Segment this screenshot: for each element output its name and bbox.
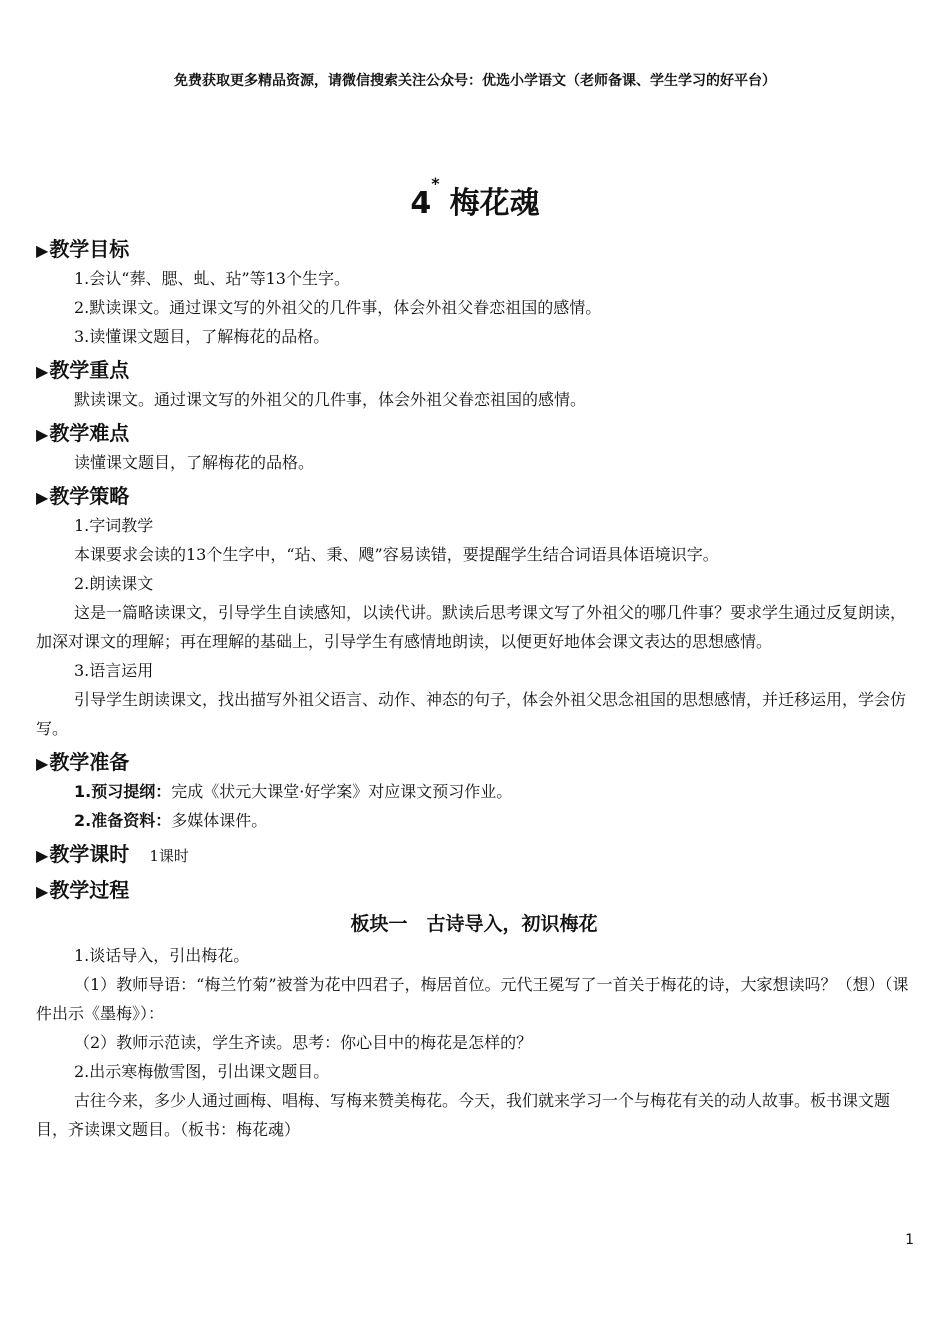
triangle-icon: ▶ [36, 882, 49, 901]
strategy-item: 这是一篇略读课文，引导学生自读感知，以读代讲。默读后思考课文写了外祖父的哪几件事？要求学生通过反复朗读，加深对课文的理解；再在理解的基础上，引导学生有感情地朗读，以便更好地体会课文表达的思想感情。 [36, 603, 907, 651]
heading-strategy: ▶教学策略 [36, 484, 130, 508]
block-title: 板块一 古诗导入，初识梅花 [350, 913, 598, 935]
process-item: （2）教师示范读，学生齐读。思考：你心目中的梅花是怎样的？ [74, 1033, 533, 1052]
strategy-item: 1.字词教学 [74, 516, 154, 535]
page-number: 1 [905, 1232, 914, 1248]
process-item: （1）教师导语：“梅兰竹菊”被誉为花中四君子，梅居首位。元代王冕写了一首关于梅花的诗，大家想读吗？（想）（课件出示《墨梅》）： [36, 975, 909, 1023]
heading-prep: ▶教学准备 [36, 750, 130, 774]
process-item: 古往今来，多少人通过画梅、唱梅、写梅来赞美梅花。今天，我们就来学习一个与梅花有关的动人故事。板书课文题目，齐读课文题目。（板书：梅花魂） [36, 1091, 891, 1139]
promo-banner: 免费获取更多精品资源，请微信搜索关注公众号：优选小学语文（老师备课、学生学习的好平台） [174, 73, 776, 89]
goal-item: 1.会认“葬、腮、虬、玷”等13个生字。 [74, 269, 350, 288]
triangle-icon: ▶ [36, 241, 49, 260]
difficulty-text: 读懂课文题目，了解梅花的品格。 [74, 453, 315, 472]
triangle-icon: ▶ [36, 754, 49, 773]
key-text: 默读课文。通过课文写的外祖父的几件事，体会外祖父眷恋祖国的感情。 [74, 390, 587, 409]
title-text: 梅花魂 [449, 186, 540, 221]
prep-item: 2.准备资料：多媒体课件。 [74, 811, 268, 830]
heading-key: ▶教学重点 [36, 358, 130, 382]
triangle-icon: ▶ [36, 846, 49, 865]
heading-process: ▶教学过程 [36, 878, 130, 902]
lesson-content [36, 230, 912, 1144]
heading-hours: ▶教学课时 1课时 [36, 842, 189, 866]
triangle-icon: ▶ [36, 425, 49, 444]
strategy-item: 2.朗读课文 [74, 574, 154, 593]
goal-item: 3.读懂课文题目，了解梅花的品格。 [74, 327, 330, 346]
goal-item: 2.默读课文。通过课文写的外祖父的几件事，体会外祖父眷恋祖国的感情。 [74, 298, 602, 317]
strategy-item: 3.语言运用 [74, 661, 154, 680]
heading-goals: ▶教学目标 [36, 237, 130, 261]
triangle-icon: ▶ [36, 362, 49, 381]
strategy-item: 引导学生朗读课文，找出描写外祖父语言、动作、神态的句子，体会外祖父思念祖国的思想感情，并迁移运用，学会仿写。 [36, 690, 907, 738]
process-item: 2.出示寒梅傲雪图，引出课文题目。 [74, 1062, 330, 1081]
strategy-item: 本课要求会读的13个生字中，“玷、秉、飕”容易读错，要提醒学生结合词语具体语境识字。 [74, 545, 719, 564]
triangle-icon: ▶ [36, 488, 49, 507]
heading-difficulty: ▶教学难点 [36, 421, 130, 445]
title-number: 4 [410, 186, 432, 221]
lesson-title [0, 174, 950, 222]
hours-value: 1课时 [149, 847, 189, 865]
process-item: 1.谈话导入，引出梅花。 [74, 946, 250, 965]
title-star: * [431, 174, 440, 193]
prep-item: 1.预习提纲：完成《状元大课堂·好学案》对应课文预习作业。 [74, 782, 513, 801]
